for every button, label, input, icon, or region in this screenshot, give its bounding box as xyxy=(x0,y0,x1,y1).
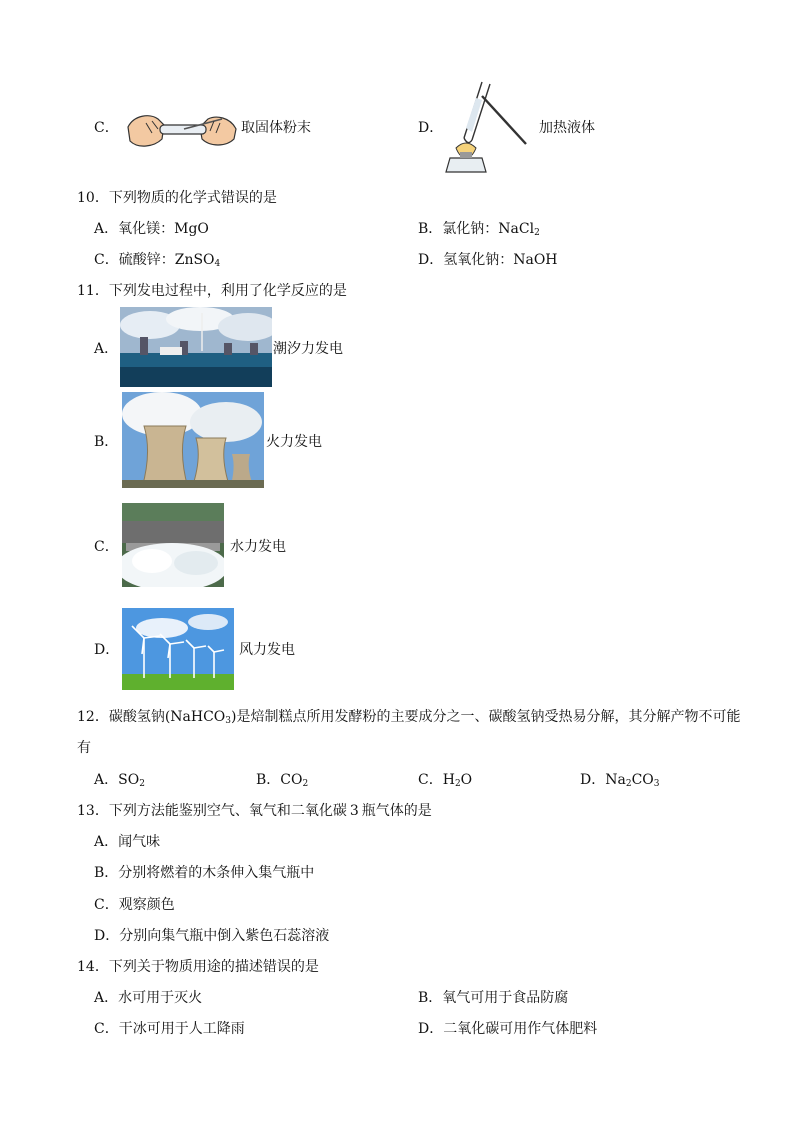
q11-option-b-letter: B． xyxy=(94,434,119,450)
q12-option-d: D．$Na_2CO_3$ xyxy=(580,772,660,789)
q10-stem: 10．下列物质的化学式错误的是 xyxy=(77,190,277,206)
hand-test-tube-illustration xyxy=(124,105,240,153)
q13-option-d: D．分别向集气瓶中倒入紫色石蕊溶液 xyxy=(94,928,330,944)
q13-option-a: A．闻气味 xyxy=(94,834,161,850)
q9-option-c-text: 取固体粉末 xyxy=(241,120,311,136)
q12-stem-line2: 有 xyxy=(77,740,91,756)
q9-option-d-text: 加热液体 xyxy=(539,120,595,136)
wind-power-photo xyxy=(122,608,234,690)
q9-option-c-letter: C． xyxy=(94,120,119,136)
q11-option-c-letter: C． xyxy=(94,539,119,555)
q11-option-d-text: 风力发电 xyxy=(239,642,295,658)
q14-option-b: B．氧气可用于食品防腐 xyxy=(418,990,569,1006)
q11-option-d-letter: D． xyxy=(94,642,120,658)
q11-stem: 11．下列发电过程中，利用了化学反应的是 xyxy=(77,283,347,299)
q13-option-c: C．观察颜色 xyxy=(94,897,175,913)
tidal-power-photo xyxy=(120,307,272,387)
q12-option-b: B．$CO_2$ xyxy=(256,772,309,789)
q14-option-a: A．水可用于灭火 xyxy=(94,990,203,1006)
q12-stem-line1: 12．碳酸氢钠(NaHCO$_3$)是焙制糕点所用发酵粉的主要成分之一、碳酸氢钠受热易分解，其分解产物不可能 xyxy=(77,709,741,726)
q14-option-c: C．干冰可用于人工降雨 xyxy=(94,1021,245,1037)
q12-option-c: C．$H_2O$ xyxy=(418,772,473,789)
q10-option-c: C．硫酸锌：ZnSO$_4$ xyxy=(94,252,221,269)
thermal-power-photo xyxy=(122,392,264,488)
q10-option-d: D．氢氧化钠：NaOH xyxy=(418,252,558,268)
q13-stem: 13．下列方法能鉴别空气、氧气和二氧化碳 3 瓶气体的是 xyxy=(77,803,432,819)
q14-option-d: D．二氧化碳可用作气体肥料 xyxy=(418,1021,598,1037)
q10-option-a: A．氧化镁：MgO xyxy=(94,221,209,237)
q11-option-a-text: 潮汐力发电 xyxy=(273,341,343,357)
q9-option-d-letter: D． xyxy=(418,120,444,136)
q10-option-b: B．氯化钠：NaCl$_2$ xyxy=(418,221,540,238)
q14-stem: 14．下列关于物质用途的描述错误的是 xyxy=(77,959,319,975)
q12-option-a: A．$SO_2$ xyxy=(94,772,145,789)
q11-option-c-text: 水力发电 xyxy=(230,539,286,555)
q11-option-b-text: 火力发电 xyxy=(266,434,322,450)
hydro-power-photo xyxy=(122,503,224,587)
heating-liquid-illustration xyxy=(442,78,538,176)
q13-option-b: B．分别将燃着的木条伸入集气瓶中 xyxy=(94,865,315,881)
q11-option-a-letter: A． xyxy=(94,341,119,357)
